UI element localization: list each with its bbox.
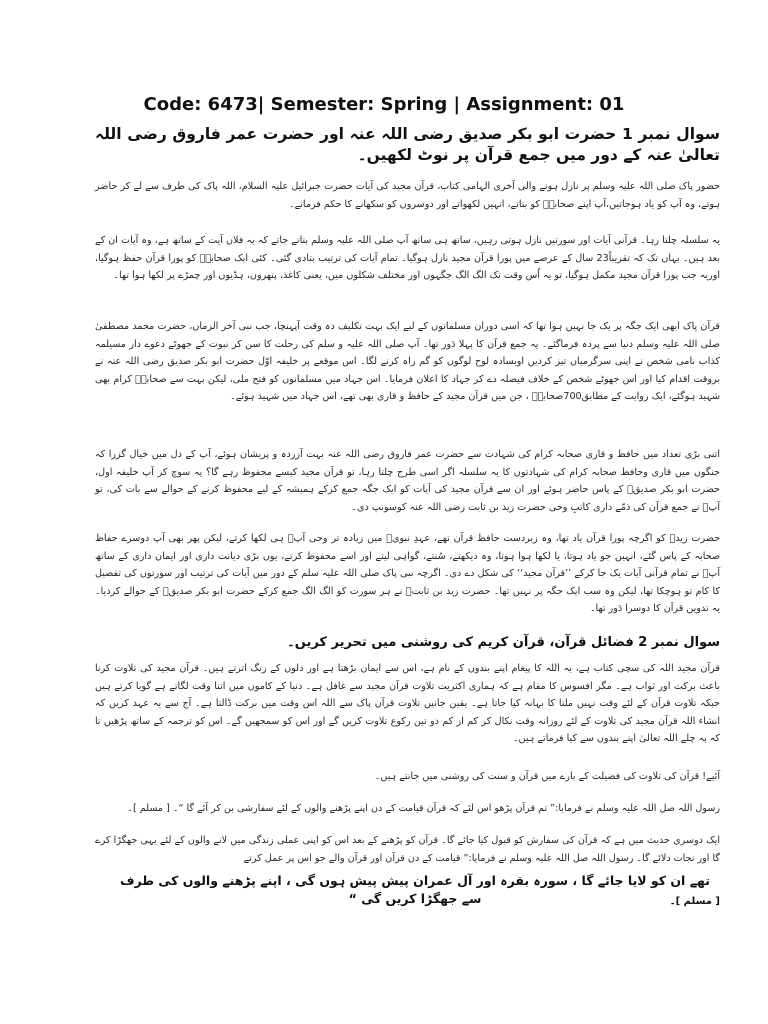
hadith-line-2: ایک دوسری حدیث میں ہے کہ قرآن کی سفارش کو قبول کیا جائے گا۔ قرآن کو پڑھنے کے بعد اس کو اپنی عملی زندگی میں لانے والوں کے لئے یہی جھگڑا کرے گا اور نجات دلائے گا۔ رسول اللہ صل اللہ علیہ وسلم نے فرمایا:” قیامت کے دن قرآن اور قرآن والے جو اس پر عمل کرتے [95, 835, 720, 864]
q2-paragraph-1: قرآن مجید اللہ کی سچی کتاب ہے، یہ اللہ کا پیغام اپنے بندوں کے نام ہے، اس سے ایمان بڑھتا ہے اور دلوں کے زنگ اترتے ہیں۔ قرآن مجید کی تلاوت کرنا باعث برکت اور ثواب ہے۔ مگر افسوس کا مقام ہے کہ ہماری اکثریت تلاوت قرآن مجید سے غافل ہے۔ دنیا کے کاموں میں اتنا وقت لگاتے ہے گویا کرتے ہیں جبکہ تلاوت قرآن کے لئے وقت نہیں ملتا کا بہانہ کیا جاتا ہے۔ یقین جانیں تلاوت قرآن پاک سے اللہ اس وقت میں برکت ڈالتا ہے۔ آج سے یہ عہد کریں کہ انشاء اللہ قرآن مجید کی تلاوت کے لئے روزانہ وقت نکال کر کم از کم دو تین رکوع تلاوت کریں گے اور اس کو سمجھیں گے۔ اس کو ترجمہ کے ساتھ پڑھیں تا کہ یہ چلے اللہ تعالیٰ اپنے بندوں سے کیا فرماتے ہیں۔ [95, 663, 720, 744]
hadith-reference: [ مسلم ]۔ [669, 896, 720, 907]
q1-paragraph-1: حضور پاک صلی اللہ علیہ وسلم پر نازل ہونے والی آخری الہامی کتاب، قرآن مجید کی آیات حضرت جبرائیل علیہ السلام، اللہ پاک کی طرف سے لے کر حاضر ہوتے، وہ آپ کو یاد ہوجاتیں،آپ اپنے صحابہؓ کو بتاتے، انہیں لکھواتے اور دوسروں کو سکھانے کا حکم فرماتے۔ [95, 181, 720, 210]
question-1-heading: سوال نمبر 1 حضرت ابو بکر صدیق رضی اللہ عنہ اور حضرت عمر فاروق رضی اللہ تعالیٰ عنہ کے دور میں جمع قرآن پر نوٹ لکھیں۔ [95, 125, 720, 164]
q1-paragraph-3: قرآن پاک ابھی ایک جگہ پر یک جا نہیں ہوا تھا کہ اسی دوران مسلمانوں کے لیے ایک بہت تکلیف دہ وقت آپہنچا، جب نبی آخر الزماں، حضرت محمد مصطفیٰ صلی اللہ علیہ وسلم دنیا سے پردہ فرماگئے۔ یہ جمع قرآن کا پہلا دَور تھا۔ آپ صلی اللہ علیہ و سلم کی رحلت کا سن کر نبوت کے جھوٹے دعوے دار مسیلمہ کذاب نامی شخص نے اپنی سرگرمیاں تیز کردیں اوبسادہ لوح لوگوں کو گم راہ کرنے لگا۔ اس موقعے پر خلیفہ اوّل حضرت ابو بکر صدیق رضی اللہ عنہ نے بروقت اقدام کیا اور اس جھوٹے شخص کے خلاف فیصلہ دے کر جہاد کا اعلان فرمایا۔ اس جہاد میں مسلمانوں کو فتح ملی، لیکن بہت سے صحابہؓ کرام بھی شہید ہوگئے، ایک روایت کے مطابق700صحابہؓ ، جن میں قرآن مجید کے حافظ و قاری بھی تھے، اس جہاد میں شہید ہوئے۔ [95, 321, 720, 402]
hadith-continuation: تھے ان کو لایا جائے گا ، سورہ بقرہ اور آل عمران پیش پیش ہوں گی ، اپنے پڑھنے والوں کی طرف سے جھگڑا کریں گی “ [120, 873, 710, 906]
hadith-line-1: رسول اللہ صل اللہ علیہ وسلم نے فرمایا:” تم قرآن پڑھو اس لئے کہ قرآن قیامت کے دن اپنے پڑھنے والوں کے لئے سفارشی بن کر آئے گا “۔ [ مسلم ]۔ [127, 803, 720, 814]
q1-paragraph-5: حضرت زیدؓ کو اگرچہ پورا قرآن یاد تھا، وہ زبردست حافظ قرآن تھے، عہدِ نبویؐ میں زیادہ تر وحی آپؓ ہی لکھا کرتے، لیکن پھر بھی آپ دوسرے حفاظ صحابہ کے پاس گئے، انہیں جو یاد ہوتا، یا لکھا ہوا ہوتا، وہ دیکھتے، سُنتے، گواہی لیتے اور اسے محفوظ کرتے، یوں بڑی دیانت داری اور ایمان داری کے ساتھ آپؓ نے تمام قرآنی آیات یک جا کرکے ’’قرآن مجید‘‘ کی شکل دے دی۔ اگرچہ نبی پاک صلی اللہ علیہ سلم کے دور میں آیات کی ترتیب اور سورتوں کی تفصیل کا کام تو ہوچکا تھا، لیکن وہ سب ایک جگہ پر نہیں تھا۔ حضرت زید بن ثابتؓ نے ہر سورت کو الگ الگ جمع کرکے حضرت ابو بکر صدیقؓ کے حوالے کردیا۔ یہ تدوین قرآن کا دوسرا دَور تھا۔ [95, 533, 720, 614]
q1-paragraph-2: یہ سلسلہ چلتا رہا۔ قرآنی آیات اور سورتیں نازل ہوتی رہیں، ساتھ ہی ساتھ آپ صلی اللہ علیہ وسلم بتاتے جاتے کہ یہ فلاں آیت کے ساتھ ہے، وہ آیات ان کے بعد ہیں۔ یہاں تک کہ تقریباً23 سال کے عرصے میں پورا قرآن مجید نازل ہوگیا۔ تمام آیات کی ترتیب بتادی گئی۔ کئی ایک صحابہؓ کو پورا قرآن حفظ ہوگیا، اوریہ جب پورا قرآن مجید مکمل ہوگیا، تو یہ اُس وقت تک الگ الگ جگہوں اور مختلف شکلوں میں، یعنی کاغذ، پتھروں، ہڈیوں اور چمڑے پر لکھا ہوا تھا۔ [95, 235, 720, 281]
question-2-heading: سوال نمبر 2 فضائل قرآن، قرآن کریم کی روشنی میں تحریر کریں۔ [287, 635, 720, 650]
q2-intro-line: آئیے! قرآن کی تلاوت کی فضیلت کے بارے میں قرآن و سنت کی روشنی میں جانتے ہیں۔ [374, 771, 720, 782]
q1-paragraph-4: اتنی بڑی تعداد میں حافظ و قاری صحابہ کرام کی شہادت سے حضرت عمر فاروق رضی اللہ عنہ بہت آزردہ و پریشان ہوئے، آپ کے دل میں خیال گزرا کہ جنگوں میں قاری وحافظ صحابہ کرام کی شہادتوں کا یہ سلسلہ اگر اسی طرح چلتا رہا، تو قرآن مجید کیسے محفوظ رہے گا؟ یہ سوچ کر آپ خلیفہ اول، حضرت ابو بکر صدیقؓ کے پاس حاضر ہوئے اور ان سے قرآن مجید کی آیات کو ایک جگہ جمع کرکے ہمیشہ کے لیے محفوظ کرنے کے حوالے سے بات کی، تو آپؓ نے جمع قرآن کی ذمّے داری کاتبِ وحی حضرت زید بن ثابت رضی اللہ عنہ کوسونپ دی۔ [95, 449, 720, 513]
assignment-title: Code: 6473| Semester: Spring | Assignment: 01 [143, 94, 625, 115]
